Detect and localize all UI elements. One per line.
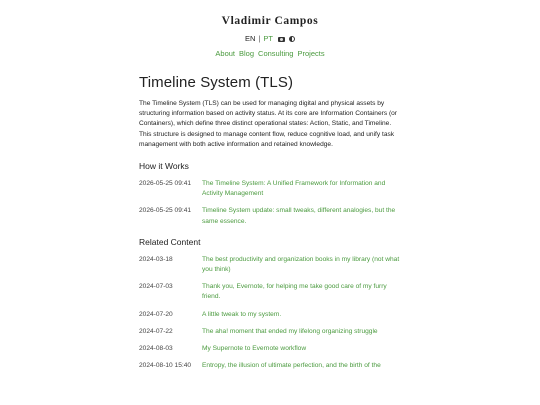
list-item [139, 310, 403, 320]
post-link[interactable]: My Supernote to Evernote workflow [202, 345, 307, 353]
post-date: 2026-05-25 09:41 [139, 180, 192, 188]
post-date: 2024-08-10 15:40 [139, 362, 192, 370]
how-it-works-list [139, 179, 403, 227]
post-link[interactable]: A little tweak to my system. [202, 310, 282, 318]
list-item [139, 255, 403, 275]
nav-consulting[interactable]: Consulting [258, 49, 294, 58]
list-item [139, 206, 403, 226]
intro-paragraph: The Timeline System (TLS) can be used for managing digital and physical assets by structuring information based on activity status. At its core are Information Containers (or Containers), which define three distinct operational states: Action, Static, and Timeline. This structure is designed to manage content flow, reduce cognitive load, and unify task management with both active information and retained knowledge. [139, 100, 398, 148]
how-it-works-section [139, 161, 403, 227]
list-item [139, 282, 403, 302]
main-nav [0, 49, 540, 58]
post-date: 2024-07-22 [139, 327, 173, 335]
post-date: 2024-03-18 [139, 255, 173, 263]
site-title[interactable]: Vladimir Campos [221, 15, 319, 27]
site-header [0, 0, 540, 58]
nav-projects[interactable]: Projects [297, 49, 325, 58]
list-item [139, 344, 403, 354]
list-item [139, 361, 403, 371]
lang-separator: | [258, 34, 261, 43]
list-item [139, 327, 403, 337]
related-content-list [139, 255, 403, 372]
lang-en: EN [245, 34, 256, 43]
post-date: 2024-07-03 [139, 283, 173, 291]
post-link[interactable]: Timeline System update: small tweaks, different analogies, but the same essence. [202, 207, 396, 225]
contrast-icon[interactable] [289, 36, 295, 42]
post-link[interactable]: Thank you, Evernote, for helping me take good care of my furry friend. [202, 283, 387, 301]
how-it-works-heading: How it Works [139, 161, 189, 172]
list-item [139, 179, 403, 199]
post-link[interactable]: Entropy, the illusion of ultimate perfection, and the birth of the [202, 362, 381, 370]
nav-about[interactable]: About [215, 49, 236, 58]
nav-blog[interactable]: Blog [239, 49, 255, 58]
camera-icon[interactable] [278, 37, 285, 42]
main-content [139, 74, 403, 378]
post-date: 2026-05-25 09:41 [139, 207, 192, 215]
post-date: 2024-08-03 [139, 345, 173, 353]
related-content-section [139, 237, 403, 372]
related-content-heading: Related Content [139, 236, 201, 247]
post-link[interactable]: The best productivity and organization books in my library (not what you think) [202, 255, 400, 274]
post-link[interactable]: The aha! moment that ended my lifelong organizing struggle [202, 327, 378, 335]
post-date: 2024-07-20 [139, 310, 173, 318]
page-title: Timeline System (TLS) [139, 74, 294, 91]
lang-pt-link[interactable]: PT [263, 34, 273, 43]
post-link[interactable]: The Timeline System: A Unified Framework for Information and Activity Management [202, 180, 386, 198]
language-switcher [0, 34, 540, 44]
